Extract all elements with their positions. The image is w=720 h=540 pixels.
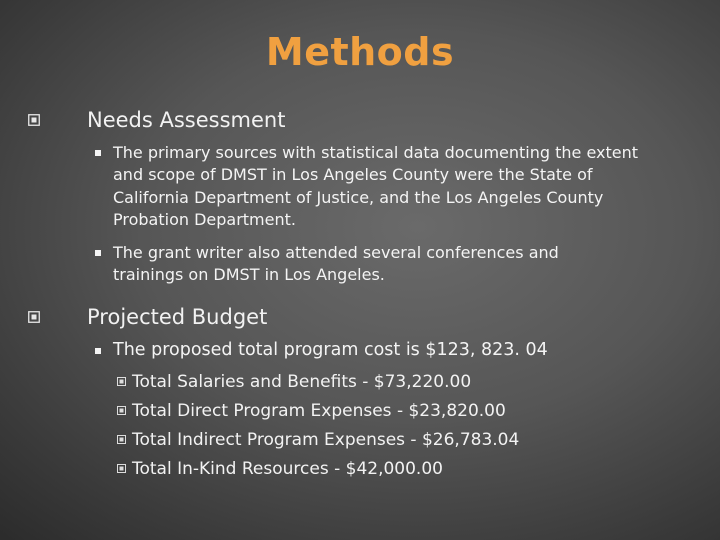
filled-square-bullet-icon	[95, 348, 101, 354]
section-heading-label: Projected Budget	[87, 305, 268, 329]
filled-square-bullet-icon	[95, 150, 101, 156]
subitem-text: Total In-Kind Resources - $42,000.00	[132, 459, 443, 479]
subitem-text: Total Indirect Program Expenses - $26,783.04	[132, 430, 520, 450]
filled-square-bullet-icon	[95, 250, 101, 256]
bullet-text: The proposed total program cost is $123, 823. 04	[113, 340, 548, 360]
subitem-text: Total Direct Program Expenses - $23,820.00	[132, 401, 506, 421]
bullet-text: The grant writer also attended several conferences and trainings on DMST in Los Angeles.	[113, 243, 559, 285]
boxed-square-bullet-icon	[28, 311, 40, 323]
bullet-text: The primary sources with statistical data documenting the extent and scope of DMST in Los Angeles County were the State of California Department of Justice, and the Los Angeles County Probation Department.	[113, 143, 639, 230]
small-square-bullet-icon	[117, 377, 126, 386]
boxed-square-bullet-icon	[28, 114, 40, 126]
subitem-text: Total Salaries and Benefits - $73,220.00	[132, 372, 472, 392]
small-square-bullet-icon	[117, 406, 126, 415]
slide-title: Methods	[265, 30, 455, 74]
small-square-bullet-icon	[117, 435, 126, 444]
small-square-bullet-icon	[117, 464, 126, 473]
section-heading-label: Needs Assessment	[87, 108, 286, 132]
